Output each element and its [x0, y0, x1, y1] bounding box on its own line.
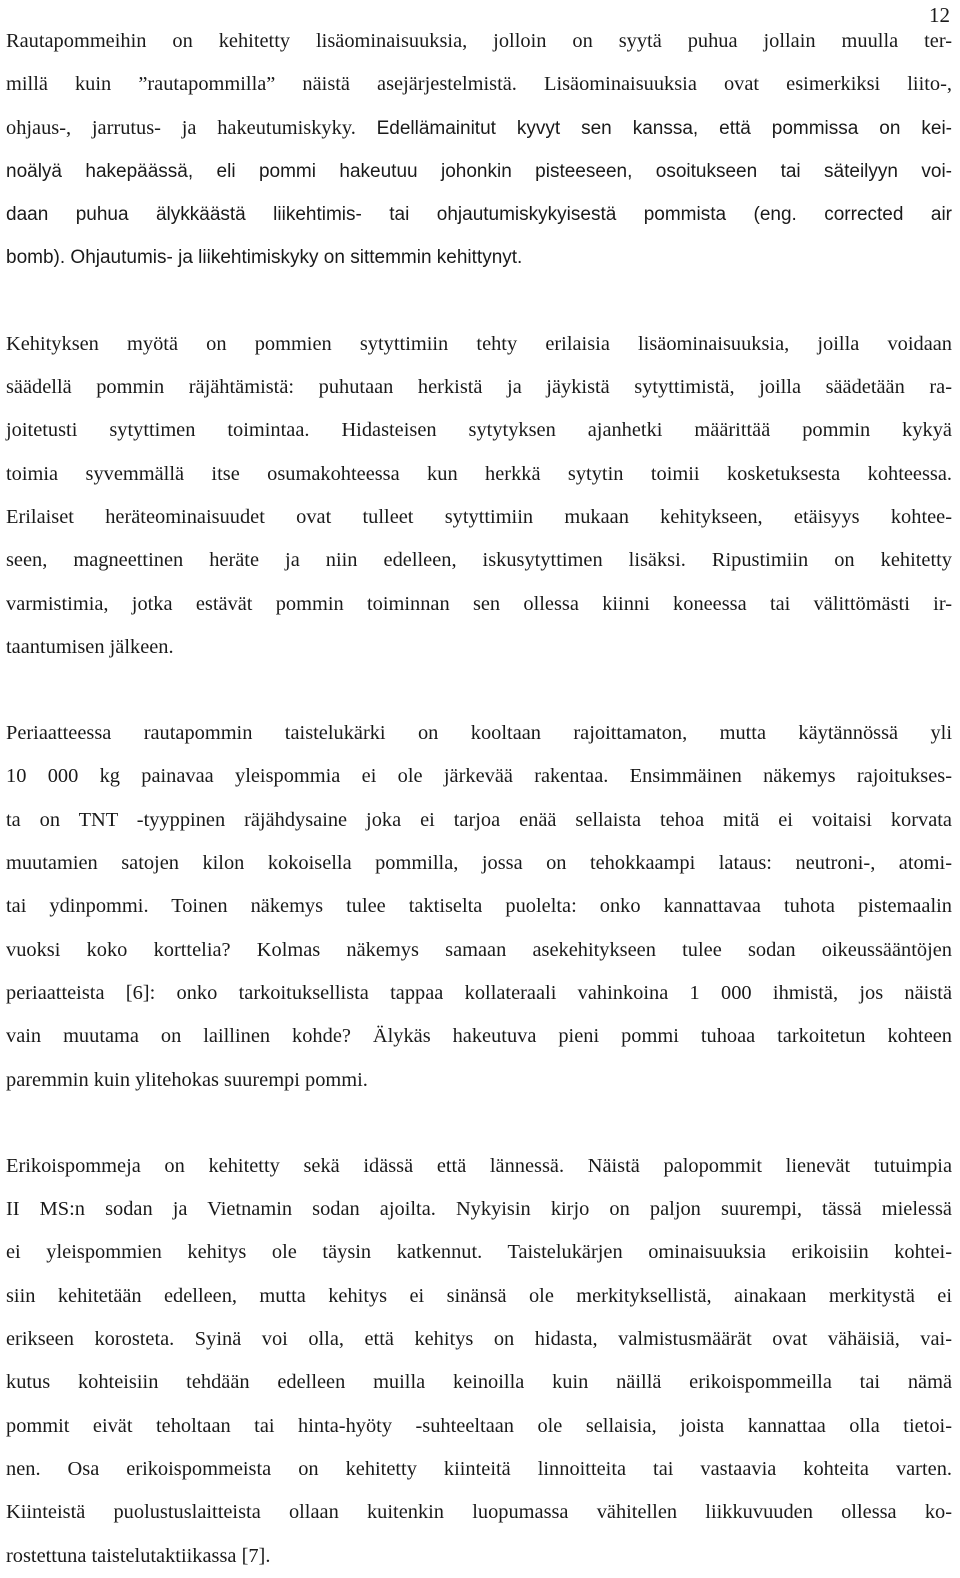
text-line: II MS:n sodan ja Vietnamin sodan ajoilta. Nykyisin kirjo on paljon suurempi, tässä mielessä — [6, 1198, 952, 1221]
text-line: taantumisen jälkeen. — [6, 635, 174, 658]
text-line: Kiinteistä puolustuslaitteista ollaan kuitenkin luopumassa vähitellen liikkuvuuden ollessa ko- — [6, 1501, 952, 1524]
text-line: daan puhua älykkäästä liikehtimis- tai ohjautumiskykyisestä pommista (eng. corrected air — [6, 204, 952, 226]
text-line: pommit eivät teholtaan tai hinta-hyöty -suhteeltaan ole sellaisia, joista kannattaa olla tietoi- — [6, 1414, 952, 1437]
text-line: ta on TNT -tyyppinen räjähdysaine joka ei tarjoa enää sellaista tehoa mitä ei voitaisi korvata — [6, 808, 952, 831]
text-line: joitetusti sytyttimen toimintaa. Hidasteisen sytytyksen ajanhetki määrittää pommin kykyä — [6, 419, 952, 442]
document-body — [6, 20, 952, 1578]
text-line: kutus kohteisiin tehdään edelleen muilla keinoilla kuin näillä erikoispommeilla tai nämä — [6, 1371, 952, 1394]
paragraph-2 — [6, 323, 952, 669]
text-line: Rautapommeihin on kehitetty lisäominaisuuksia, jolloin on syytä puhua jollain muulla ter- — [6, 30, 952, 52]
text-line: Kehityksen myötä on pommien sytyttimiin tehty erilaisia lisäominaisuuksia, joilla voidaan — [6, 332, 952, 355]
text-line-mixed — [6, 107, 952, 150]
text-line: millä kuin ”rautapommilla” näistä asejärjestelmistä. Lisäominaisuuksia ovat esimerkiksi liito-, — [6, 73, 952, 96]
text-line: Erikoispommeja on kehitetty sekä idässä että lännessä. Näistä palopommit lienevät tutuimpia — [6, 1154, 952, 1177]
text-line: varmistimia, jotka estävät pommin toiminnan sen ollessa kiinni koneessa tai välittömästi ir- — [6, 592, 952, 615]
text-line: säädellä pommin räjähtämistä: puhutaan herkistä ja jäykistä sytyttimistä, joilla säädetään ra- — [6, 376, 952, 399]
text-segment-sans: Edellämainitut kyvyt sen kanssa, että pommissa on kei- — [376, 117, 952, 139]
text-segment-serif: ohjaus-, jarrutus- ja hakeutumiskyky. — [6, 116, 377, 139]
text-line: ei yleispommien kehitys ole täysin katkennut. Taistelukärjen ominaisuuksia erikoisiin kohtei- — [6, 1241, 952, 1264]
text-line: periaatteista [6]: onko tarkoituksellista tappaa kollateraali vahinkoina 1 000 ihmistä, jos näistä — [6, 981, 952, 1004]
text-line: seen, magneettinen heräte ja niin edelleen, iskusytyttimen lisäksi. Ripustimiin on kehitetty — [6, 549, 952, 572]
text-line: paremmin kuin ylitehokas suurempi pommi. — [6, 1068, 368, 1091]
page-number: 12 — [929, 3, 950, 27]
text-line: tai ydinpommi. Toinen näkemys tulee taktiselta puolelta: onko kannattavaa tuhota pistemaalin — [6, 895, 952, 918]
text-line: muutamien satojen kilon kokoisella pommilla, jossa on tehokkaampi lataus: neutroni-, atomi- — [6, 852, 952, 875]
paragraph-3 — [6, 712, 952, 1102]
paragraph-1 — [6, 20, 952, 280]
text-line: nen. Osa erikoispommeista on kehitetty kiinteitä linnoitteita tai vastaavia kohteita varten. — [6, 1457, 952, 1480]
text-line: siin kehitetään edelleen, mutta kehitys ei sinänsä ole merkityksellistä, ainakaan merkitystä ei — [6, 1284, 952, 1307]
text-line: vuoksi koko korttelia? Kolmas näkemys samaan asekehitykseen tulee sodan oikeussääntöjen — [6, 938, 952, 961]
text-line: Erilaiset heräteominaisuudet ovat tulleet sytyttimiin mukaan kehitykseen, etäisyys kohtee- — [6, 505, 952, 528]
paragraph-4 — [6, 1145, 952, 1578]
text-line: toimia syvemmällä itse osumakohteessa kun herkkä sytytin toimii kosketuksesta kohteessa. — [6, 462, 952, 485]
text-line: noälyä hakepäässä, eli pommi hakeutuu johonkin pisteeseen, osoitukseen tai säteilyyn voi- — [6, 160, 952, 182]
text-line: erikseen korosteta. Syinä voi olla, että kehitys on hidasta, valmistusmäärät ovat vähäisiä, vai- — [6, 1328, 952, 1351]
text-line: 10 000 kg painavaa yleispommia ei ole järkevää rakentaa. Ensimmäinen näkemys rajoitukses- — [6, 765, 952, 788]
text-line: Periaatteessa rautapommin taistelukärki on kooltaan rajoittamaton, mutta käytännössä yli — [6, 722, 952, 745]
text-line: vain muutama on laillinen kohde? Älykäs hakeutuva pieni pommi tuhoaa tarkoitetun kohteen — [6, 1025, 952, 1048]
text-line: bomb). Ohjautumis- ja liikehtimiskyky on sittemmin kehittynyt. — [6, 247, 523, 269]
text-line: rostettuna taistelutaktiikassa [7]. — [6, 1544, 271, 1567]
